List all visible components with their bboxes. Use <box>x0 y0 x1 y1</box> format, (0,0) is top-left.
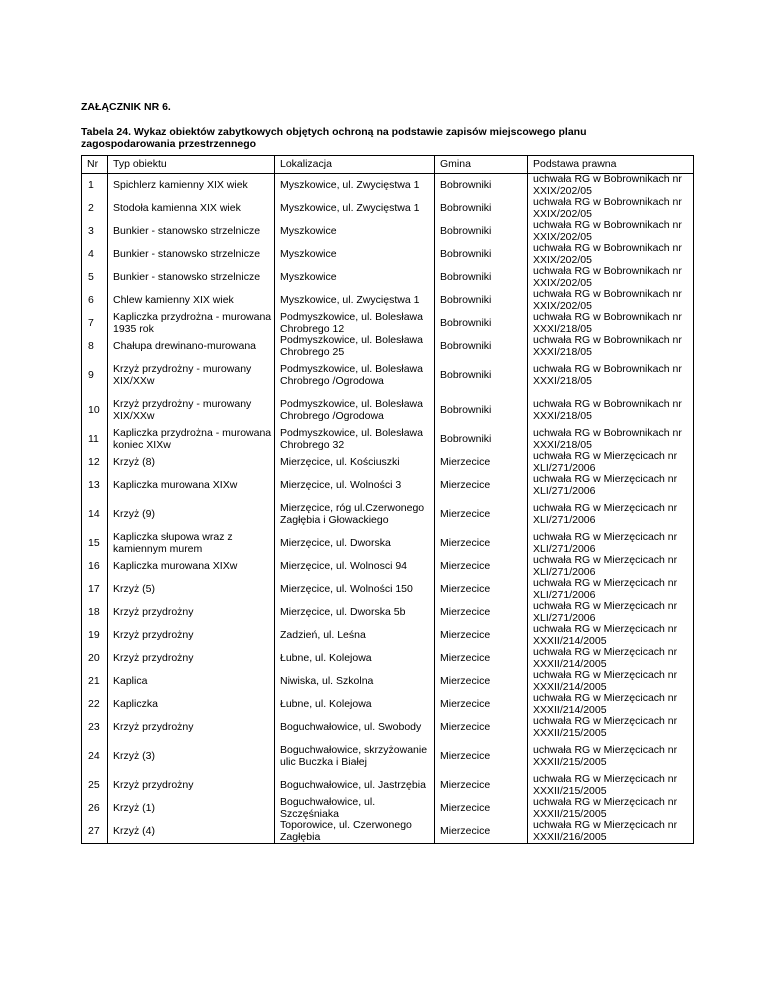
cell-lokalizacja: Mierzęcice, róg ul.Czerwonego Zagłębia i Głowackiego <box>275 497 435 532</box>
table-row <box>82 820 694 844</box>
cell-nr: 27 <box>82 820 108 844</box>
cell-podstawa-prawna: uchwała RG w Mierzęcicach nr XLI/271/2006 <box>528 474 694 497</box>
cell-gmina: Mierzecice <box>435 555 528 578</box>
header-gmina: Gmina <box>435 156 528 174</box>
table-row <box>82 174 694 198</box>
header-lokalizacja: Lokalizacja <box>275 156 435 174</box>
header-nr: Nr <box>82 156 108 174</box>
cell-typ-obiektu: Kapliczka słupowa wraz z kamiennym murem <box>108 532 275 555</box>
cell-typ-obiektu: Krzyż przydrożny - murowany XIX/XXw <box>108 358 275 393</box>
table-row <box>82 555 694 578</box>
cell-podstawa-prawna: uchwała RG w Bobrownikach nr XXXI/218/05 <box>528 428 694 451</box>
cell-gmina: Bobrowniki <box>435 197 528 220</box>
cell-gmina: Mierzecice <box>435 693 528 716</box>
table-row <box>82 532 694 555</box>
cell-podstawa-prawna: uchwała RG w Mierzęcicach nr XXXII/216/2005 <box>528 820 694 844</box>
cell-typ-obiektu: Krzyż przydrożny - murowany XIX/XXw <box>108 393 275 428</box>
cell-typ-obiektu: Kapliczka przydrożna - murowana koniec XIXw <box>108 428 275 451</box>
cell-nr: 1 <box>82 174 108 198</box>
cell-nr: 20 <box>82 647 108 670</box>
cell-lokalizacja: Mierzęcice, ul. Wolności 150 <box>275 578 435 601</box>
cell-lokalizacja: Myszkowice <box>275 243 435 266</box>
cell-lokalizacja: Boguchwałowice, skrzyżowanie ulic Buczka i Białej <box>275 739 435 774</box>
cell-nr: 25 <box>82 774 108 797</box>
cell-nr: 5 <box>82 266 108 289</box>
cell-podstawa-prawna: uchwała RG w Mierzęcicach nr XLI/271/2006 <box>528 578 694 601</box>
cell-podstawa-prawna: uchwała RG w Mierzęcicach nr XLI/271/2006 <box>528 497 694 532</box>
cell-lokalizacja: Boguchwałowice, ul. Swobody <box>275 716 435 739</box>
cell-typ-obiektu: Krzyż (8) <box>108 451 275 474</box>
table-row <box>82 670 694 693</box>
cell-gmina: Bobrowniki <box>435 428 528 451</box>
table-row <box>82 428 694 451</box>
cell-nr: 13 <box>82 474 108 497</box>
cell-podstawa-prawna: uchwała RG w Bobrownikach nr XXIX/202/05 <box>528 243 694 266</box>
cell-podstawa-prawna: uchwała RG w Mierzęcicach nr XLI/271/2006 <box>528 532 694 555</box>
cell-gmina: Mierzecice <box>435 716 528 739</box>
cell-nr: 11 <box>82 428 108 451</box>
cell-nr: 17 <box>82 578 108 601</box>
cell-podstawa-prawna: uchwała RG w Mierzęcicach nr XLI/271/2006 <box>528 451 694 474</box>
cell-gmina: Bobrowniki <box>435 393 528 428</box>
cell-lokalizacja: Myszkowice <box>275 266 435 289</box>
cell-lokalizacja: Myszkowice, ul. Zwycięstwa 1 <box>275 289 435 312</box>
cell-gmina: Bobrowniki <box>435 243 528 266</box>
table-row <box>82 289 694 312</box>
cell-gmina: Bobrowniki <box>435 312 528 335</box>
table-row <box>82 797 694 820</box>
cell-nr: 22 <box>82 693 108 716</box>
cell-lokalizacja: Boguchwałowice, ul. Szczęśniaka <box>275 797 435 820</box>
annex-title: ZAŁĄCZNIK NR 6. <box>81 101 171 113</box>
cell-nr: 14 <box>82 497 108 532</box>
cell-typ-obiektu: Bunkier - stanowsko strzelnicze <box>108 243 275 266</box>
table-row <box>82 312 694 335</box>
cell-lokalizacja: Podmyszkowice, ul. Bolesława Chrobrego /Ogrodowa <box>275 358 435 393</box>
table-row <box>82 497 694 532</box>
cell-podstawa-prawna: uchwała RG w Bobrownikach nr XXXI/218/05 <box>528 358 694 393</box>
cell-lokalizacja: Myszkowice <box>275 220 435 243</box>
monuments-table <box>81 155 694 844</box>
cell-typ-obiektu: Chałupa drewinano-murowana <box>108 335 275 358</box>
table-row <box>82 335 694 358</box>
cell-podstawa-prawna: uchwała RG w Mierzęcicach nr XXXII/214/2005 <box>528 624 694 647</box>
cell-gmina: Mierzecice <box>435 451 528 474</box>
cell-nr: 8 <box>82 335 108 358</box>
cell-typ-obiektu: Krzyż przydrożny <box>108 647 275 670</box>
cell-lokalizacja: Zadzień, ul. Leśna <box>275 624 435 647</box>
cell-gmina: Bobrowniki <box>435 335 528 358</box>
cell-typ-obiektu: Bunkier - stanowsko strzelnicze <box>108 220 275 243</box>
cell-lokalizacja: Mierzęcice, ul. Wolnosci 94 <box>275 555 435 578</box>
cell-typ-obiektu: Kapliczka <box>108 693 275 716</box>
cell-lokalizacja: Łubne, ul. Kolejowa <box>275 693 435 716</box>
cell-nr: 6 <box>82 289 108 312</box>
table-row <box>82 243 694 266</box>
cell-nr: 23 <box>82 716 108 739</box>
cell-nr: 21 <box>82 670 108 693</box>
cell-typ-obiektu: Krzyż (5) <box>108 578 275 601</box>
cell-gmina: Bobrowniki <box>435 266 528 289</box>
cell-podstawa-prawna: uchwała RG w Mierzęcicach nr XXXII/215/2005 <box>528 739 694 774</box>
cell-gmina: Bobrowniki <box>435 289 528 312</box>
cell-gmina: Bobrowniki <box>435 358 528 393</box>
cell-gmina: Mierzecice <box>435 797 528 820</box>
cell-podstawa-prawna: uchwała RG w Bobrownikach nr XXIX/202/05 <box>528 174 694 198</box>
table-header-row <box>82 156 694 174</box>
cell-nr: 3 <box>82 220 108 243</box>
cell-nr: 2 <box>82 197 108 220</box>
cell-gmina: Bobrowniki <box>435 220 528 243</box>
cell-typ-obiektu: Krzyż (1) <box>108 797 275 820</box>
cell-gmina: Mierzecice <box>435 624 528 647</box>
cell-gmina: Mierzecice <box>435 474 528 497</box>
cell-typ-obiektu: Kaplica <box>108 670 275 693</box>
cell-podstawa-prawna: uchwała RG w Mierzęcicach nr XXXII/215/2005 <box>528 797 694 820</box>
cell-nr: 10 <box>82 393 108 428</box>
cell-nr: 9 <box>82 358 108 393</box>
cell-gmina: Mierzecice <box>435 578 528 601</box>
cell-typ-obiektu: Krzyż przydrożny <box>108 774 275 797</box>
table-row <box>82 693 694 716</box>
cell-typ-obiektu: Krzyż przydrożny <box>108 716 275 739</box>
cell-podstawa-prawna: uchwała RG w Bobrownikach nr XXIX/202/05 <box>528 266 694 289</box>
cell-nr: 24 <box>82 739 108 774</box>
cell-typ-obiektu: Bunkier - stanowsko strzelnicze <box>108 266 275 289</box>
cell-typ-obiektu: Krzyż przydrożny <box>108 601 275 624</box>
table-row <box>82 578 694 601</box>
cell-nr: 7 <box>82 312 108 335</box>
cell-gmina: Mierzecice <box>435 820 528 844</box>
table-row <box>82 197 694 220</box>
cell-lokalizacja: Mierzęcice, ul. Kościuszki <box>275 451 435 474</box>
cell-podstawa-prawna: uchwała RG w Bobrownikach nr XXXI/218/05 <box>528 335 694 358</box>
cell-gmina: Mierzecice <box>435 497 528 532</box>
cell-typ-obiektu: Krzyż przydrożny <box>108 624 275 647</box>
table-row <box>82 266 694 289</box>
table-row <box>82 393 694 428</box>
cell-typ-obiektu: Kapliczka przydrożna - murowana 1935 rok <box>108 312 275 335</box>
cell-gmina: Mierzecice <box>435 670 528 693</box>
cell-typ-obiektu: Chlew kamienny XIX wiek <box>108 289 275 312</box>
cell-podstawa-prawna: uchwała RG w Bobrownikach nr XXXI/218/05 <box>528 393 694 428</box>
cell-lokalizacja: Myszkowice, ul. Zwycięstwa 1 <box>275 197 435 220</box>
cell-podstawa-prawna: uchwała RG w Mierzęcicach nr XXXII/215/2005 <box>528 774 694 797</box>
cell-gmina: Mierzecice <box>435 739 528 774</box>
cell-gmina: Mierzecice <box>435 532 528 555</box>
table-row <box>82 601 694 624</box>
cell-gmina: Mierzecice <box>435 601 528 624</box>
cell-lokalizacja: Niwiska, ul. Szkolna <box>275 670 435 693</box>
cell-podstawa-prawna: uchwała RG w Mierzęcicach nr XXXII/214/2005 <box>528 647 694 670</box>
cell-lokalizacja: Boguchwałowice, ul. Jastrzębia <box>275 774 435 797</box>
table-row <box>82 624 694 647</box>
cell-podstawa-prawna: uchwała RG w Bobrownikach nr XXXI/218/05 <box>528 312 694 335</box>
cell-podstawa-prawna: uchwała RG w Bobrownikach nr XXIX/202/05 <box>528 220 694 243</box>
cell-nr: 15 <box>82 532 108 555</box>
cell-typ-obiektu: Kapliczka murowana XIXw <box>108 474 275 497</box>
table-row <box>82 358 694 393</box>
header-typ-obiektu: Typ obiektu <box>108 156 275 174</box>
cell-podstawa-prawna: uchwała RG w Mierzęcicach nr XXXII/215/2005 <box>528 716 694 739</box>
table-row <box>82 716 694 739</box>
cell-lokalizacja: Toporowice, ul. Czerwonego Zagłębia <box>275 820 435 844</box>
cell-podstawa-prawna: uchwała RG w Mierzęcicach nr XXXII/214/2005 <box>528 670 694 693</box>
table-row <box>82 451 694 474</box>
cell-typ-obiektu: Krzyż (3) <box>108 739 275 774</box>
cell-lokalizacja: Podmyszkowice, ul. Bolesława Chrobrego /Ogrodowa <box>275 393 435 428</box>
table-row <box>82 774 694 797</box>
cell-nr: 19 <box>82 624 108 647</box>
cell-typ-obiektu: Kapliczka murowana XIXw <box>108 555 275 578</box>
cell-podstawa-prawna: uchwała RG w Mierzęcicach nr XLI/271/2006 <box>528 601 694 624</box>
cell-lokalizacja: Mierzęcice, ul. Dworska 5b <box>275 601 435 624</box>
table-caption: Tabela 24. Wykaz obiektów zabytkowych objętych ochroną na podstawie zapisów miejscowego planu zagospodarowania przestrzennego <box>81 126 587 150</box>
cell-typ-obiektu: Krzyż (9) <box>108 497 275 532</box>
cell-gmina: Mierzecice <box>435 647 528 670</box>
cell-podstawa-prawna: uchwała RG w Mierzęcicach nr XXXII/214/2005 <box>528 693 694 716</box>
table-body <box>82 174 694 844</box>
cell-lokalizacja: Mierzęcice, ul. Wolności 3 <box>275 474 435 497</box>
table-row <box>82 474 694 497</box>
header-podstawa-prawna: Podstawa prawna <box>528 156 694 174</box>
cell-typ-obiektu: Spichlerz kamienny XIX wiek <box>108 174 275 198</box>
cell-lokalizacja: Podmyszkowice, ul. Bolesława Chrobrego 32 <box>275 428 435 451</box>
cell-nr: 18 <box>82 601 108 624</box>
cell-lokalizacja: Łubne, ul. Kolejowa <box>275 647 435 670</box>
cell-nr: 26 <box>82 797 108 820</box>
table-row <box>82 647 694 670</box>
cell-lokalizacja: Myszkowice, ul. Zwycięstwa 1 <box>275 174 435 198</box>
cell-typ-obiektu: Krzyż (4) <box>108 820 275 844</box>
cell-podstawa-prawna: uchwała RG w Bobrownikach nr XXIX/202/05 <box>528 289 694 312</box>
table-row <box>82 220 694 243</box>
cell-podstawa-prawna: uchwała RG w Mierzęcicach nr XLI/271/2006 <box>528 555 694 578</box>
cell-nr: 16 <box>82 555 108 578</box>
cell-gmina: Bobrowniki <box>435 174 528 198</box>
table-row <box>82 739 694 774</box>
cell-lokalizacja: Podmyszkowice, ul. Bolesława Chrobrego 25 <box>275 335 435 358</box>
cell-nr: 4 <box>82 243 108 266</box>
cell-gmina: Mierzecice <box>435 774 528 797</box>
cell-typ-obiektu: Stodoła kamienna XIX wiek <box>108 197 275 220</box>
cell-podstawa-prawna: uchwała RG w Bobrownikach nr XXIX/202/05 <box>528 197 694 220</box>
cell-nr: 12 <box>82 451 108 474</box>
cell-lokalizacja: Podmyszkowice, ul. Bolesława Chrobrego 12 <box>275 312 435 335</box>
cell-lokalizacja: Mierzęcice, ul. Dworska <box>275 532 435 555</box>
